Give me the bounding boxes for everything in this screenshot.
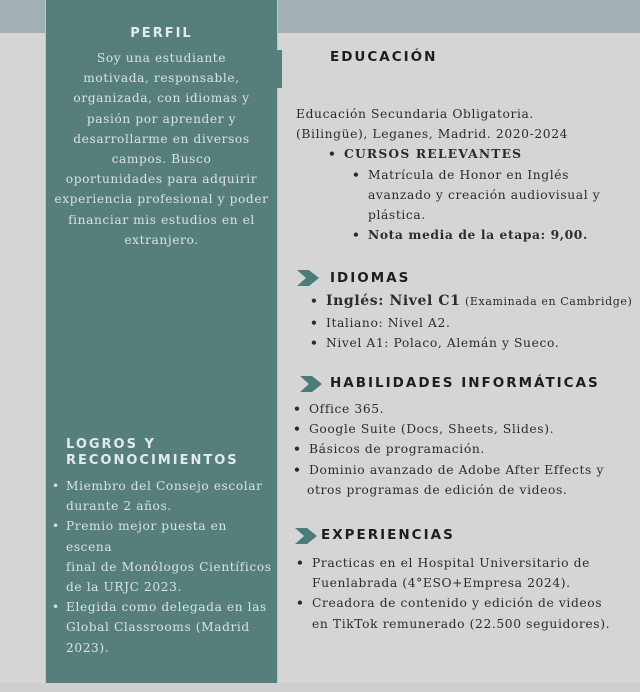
perfil-line: motivada, responsable, (83, 71, 240, 86)
bullet-icon: • (52, 600, 60, 615)
experiencia-line: Fuenlabrada (4°ESO+Empresa 2024). (312, 576, 571, 591)
logros-heading-line1: LOGROS Y (66, 437, 156, 452)
idioma-main: Italiano: Nivel A2. (326, 316, 451, 330)
idioma-item (310, 333, 640, 353)
experiencia-item (296, 593, 636, 633)
bullet-icon: • (352, 227, 361, 243)
logros-item-line: durante 2 años. (66, 499, 172, 514)
cursos-item-line: plástica. (368, 208, 426, 223)
perfil-line: extranjero. (124, 232, 199, 247)
cursos-item-line: Matrícula de Honor en Inglés (368, 167, 570, 182)
bullet-icon: • (293, 421, 302, 437)
logros-list (52, 476, 274, 658)
experiencias-list (296, 553, 636, 634)
educacion-line: (Bilingüe), Leganes, Madrid. 2020-2024 (296, 127, 569, 142)
perfil-line: experiencia profesional y poder (54, 192, 269, 207)
bullet-icon: • (293, 401, 302, 416)
bullet-icon: • (52, 479, 60, 493)
logros-heading (66, 437, 239, 469)
nota-media: Nota media de la etapa: 9,00. (368, 227, 588, 243)
habilidad-line: Dominio avanzado de Adobe After Effects y (309, 462, 604, 477)
logros-item (52, 597, 274, 658)
idioma-main: Nivel A1: Polaco, Alemán y Sueco. (326, 336, 560, 351)
logros-item-line: final de Monólogos Científicos (66, 559, 272, 574)
cursos-label: CURSOS RELEVANTES (344, 146, 523, 162)
bullet-icon: • (293, 441, 302, 457)
experiencia-item (296, 553, 636, 593)
cursos-sublist (352, 165, 636, 246)
logros-item-line: Premio mejor puesta en escena (66, 519, 227, 554)
educacion-line: Educación Secundaria Obligatoria. (296, 107, 534, 121)
idioma-main: Inglés: Nivel C1 (326, 293, 461, 309)
habilidad-line: otros programas de edición de videos. (307, 482, 568, 497)
habilidad-item (293, 419, 633, 439)
perfil-line: financiar mis estudios en el (68, 212, 255, 227)
perfil-line: Soy una estudiante (96, 51, 227, 65)
logros-item (52, 516, 274, 597)
chevron-right-icon (295, 528, 317, 544)
bullet-icon: • (296, 555, 305, 570)
habilidad-item (293, 399, 633, 419)
logros-item-line: Miembro del Consejo escolar (66, 479, 263, 493)
bullet-icon: • (296, 595, 305, 611)
perfil-text (50, 48, 273, 250)
nota-item (352, 225, 636, 245)
perfil-line: pasión por aprender y (86, 111, 237, 126)
bullet-icon: • (310, 293, 319, 308)
bullet-icon: • (293, 461, 302, 477)
chevron-right-icon (300, 376, 322, 392)
idiomas-list (310, 290, 640, 353)
habilidad-item (293, 439, 633, 459)
habilidad-line: Google Suite (Docs, Sheets, Slides). (309, 422, 555, 437)
logros-item-line: de la URJC 2023. (66, 580, 182, 595)
idioma-item (310, 313, 640, 333)
cursos-label-item (328, 144, 636, 245)
habilidades-heading: HABILIDADES INFORMÁTICAS (330, 375, 600, 391)
experiencia-line: en TikTok remunerado (22.500 seguidores). (312, 616, 611, 631)
idioma-item (310, 290, 640, 313)
habilidad-line: Office 365. (309, 402, 385, 416)
habilidades-list (293, 399, 633, 500)
idioma-note: (Examinada en Cambridge) (465, 295, 633, 308)
perfil-line: desarrollarme en diversos (73, 131, 250, 146)
educacion-heading: EDUCACIÓN (330, 49, 438, 65)
bullet-icon: • (52, 519, 60, 534)
habilidad-item (293, 460, 633, 500)
logros-item-line: Global Classrooms (Madrid (66, 620, 250, 635)
chevron-right-icon (297, 270, 319, 286)
logros-item (52, 476, 274, 516)
experiencias-heading: EXPERIENCIAS (321, 527, 455, 543)
perfil-line: oportunidades para adquirir (65, 172, 258, 187)
educacion-block (296, 104, 636, 245)
logros-item-line: Elegida como delegada en las (66, 600, 267, 615)
cursos-item (352, 165, 636, 226)
cursos-item-line: avanzado y creación audiovisual y (368, 187, 601, 202)
cursos-list (328, 144, 636, 245)
bottom-band (0, 683, 640, 692)
bullet-icon: • (328, 146, 337, 162)
experiencia-line: Creadora de contenido y edición de videos (312, 596, 603, 611)
sidebar-panel (45, 0, 278, 683)
idiomas-heading: IDIOMAS (330, 270, 411, 286)
sidebar-notch (276, 50, 282, 88)
logros-heading-line2: RECONOCIMIENTOS (66, 453, 239, 468)
perfil-heading: PERFIL (130, 26, 193, 41)
habilidad-line: Básicos de programación. (309, 442, 485, 457)
logros-item-line: 2023). (66, 640, 110, 655)
experiencia-line: Practicas en el Hospital Universitario de (312, 556, 590, 570)
perfil-line: organizada, con idiomas y (73, 91, 250, 106)
bullet-icon: • (352, 166, 361, 182)
bullet-icon: • (310, 315, 319, 330)
bullet-icon: • (310, 335, 319, 351)
perfil-line: campos. Busco (111, 152, 212, 167)
